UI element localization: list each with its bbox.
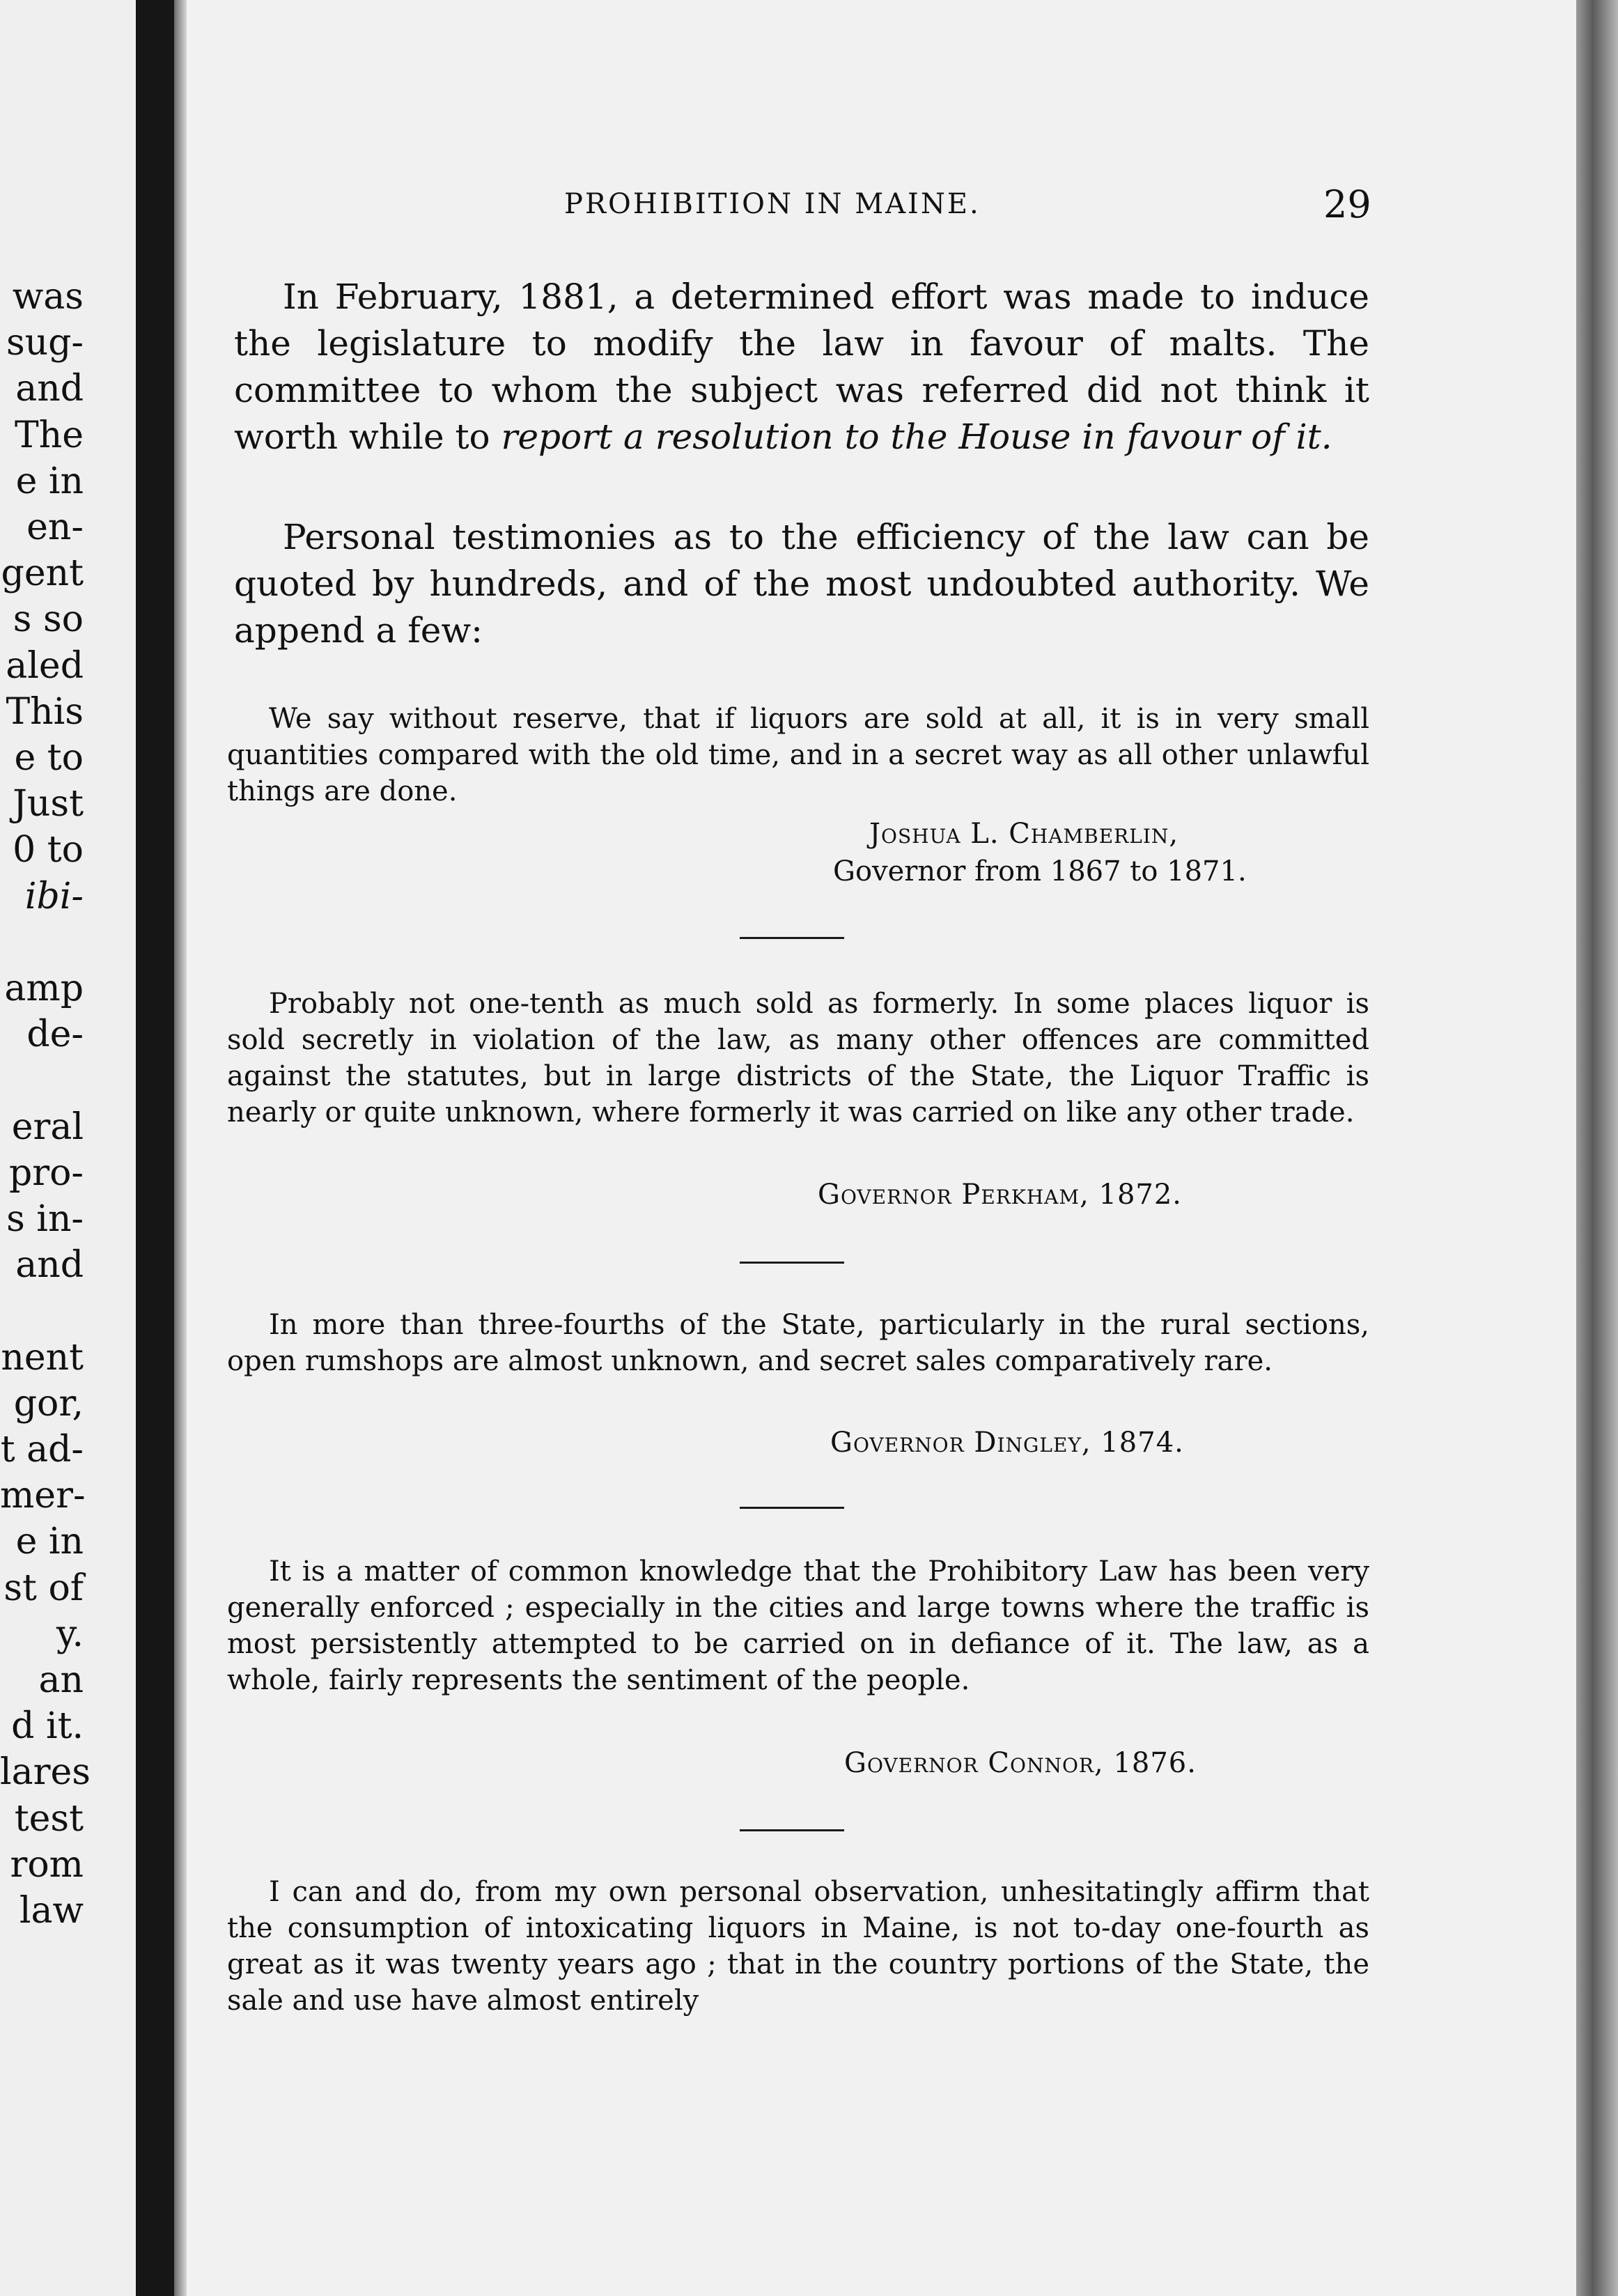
left-page-fragment: test (14, 1798, 84, 1840)
left-page-fragment: and (15, 1244, 84, 1286)
quote-text: In more than three-fourths of the State, particularly in the rural sections, open rumshops are almost unknown, and secret sales comparatively rare. (227, 1309, 1369, 1377)
paragraph-1-emphasis: report a resolution to the House in favour of it. (501, 417, 1332, 457)
left-page-fragment: Just (13, 783, 84, 825)
page-stack-edge (1576, 0, 1618, 2296)
left-page-fragment: an (38, 1659, 84, 1701)
quote-text: We say without reserve, that if liquors are sold at all, it is in very small quantities compared with the old time, and in a secret way as all other unlawful things are done. (227, 703, 1369, 807)
left-page-fragment: e in (15, 460, 84, 502)
left-page-fragment: and (15, 368, 84, 410)
paragraph-personal-testimonies (234, 514, 1369, 654)
quote-chamberlin (227, 701, 1369, 809)
left-page-fragment: sug- (6, 322, 84, 364)
author-year: 1872. (1089, 1179, 1183, 1211)
left-page-fragment: 0 to (13, 829, 84, 871)
left-page-fragment: y. (56, 1613, 84, 1655)
quote-author-dingley (830, 1425, 1184, 1461)
quote-text: It is a matter of common knowledge that the Prohibitory Law has been very generally enforced ; especially in the cities and large towns where the traffic is most persistently attempted to be carried on in defiance of it. The law, as a whole, fairly represents the sentiment of the people. (227, 1556, 1369, 1696)
author-year: 1874. (1091, 1427, 1184, 1459)
left-page-fragment: mer- (0, 1475, 86, 1517)
left-page-fragment: lares (0, 1751, 91, 1793)
left-page-fragment: d it. (11, 1705, 84, 1747)
running-title: PROHIBITION IN MAINE. (564, 188, 981, 220)
quote-text: I can and do, from my own personal observation, unhesitatingly affirm that the consumption of intoxicating liquors in Maine, is not to-day one-fourth as great as it was twenty years ago ; that in the country portions of the State, the sale and use have almost entirely (227, 1876, 1369, 2017)
left-page-fragment: amp (4, 968, 84, 1009)
left-page-fragment: ibi- (24, 876, 84, 917)
left-page-fragment: nent (1, 1337, 84, 1379)
left-page-fragment: gent (1, 552, 84, 594)
left-page-fragment: e in (15, 1521, 84, 1562)
quote-text: Probably not one-tenth as much sold as formerly. In some places liquor is sold secretly in violation of the law, as many other offences are committed against the statutes, but in large districts of the State, the Liquor Traffic is nearly or quite unknown, where formerly it was carried on like any other trade. (227, 988, 1369, 1128)
author-year: 1876. (1103, 1747, 1197, 1779)
paragraph-2-text: Personal testimonies as to the efficiency of the law can be quoted by hundreds, and of the most undoubted authority. We append a few: (234, 517, 1369, 651)
book-spine-gutter (136, 0, 174, 2296)
quote-personal-observation (227, 1874, 1369, 2019)
quote-perkham (227, 986, 1369, 1131)
left-page-fragment: was (12, 276, 84, 318)
left-page-fragment: st of (3, 1567, 84, 1609)
paragraph-february-1881 (234, 274, 1369, 460)
left-page-fragment: gor, (13, 1383, 84, 1425)
left-page-fragment: s in- (6, 1198, 84, 1240)
quote-author-perkham (818, 1177, 1182, 1213)
left-page-fragment: eral (11, 1106, 84, 1148)
left-page-fragment: t ad- (0, 1429, 84, 1471)
quote-dingley (227, 1307, 1369, 1379)
left-page-fragment: e to (14, 737, 84, 779)
left-page-edge (0, 0, 136, 2296)
left-page-fragment: The (15, 414, 84, 456)
section-divider (740, 1262, 844, 1264)
left-page-fragment: This (6, 691, 84, 733)
left-page-fragment: pro- (8, 1152, 84, 1194)
author-name: Governor Dingley, (830, 1427, 1091, 1459)
author-name: Governor Connor, (844, 1747, 1104, 1779)
quote-connor (227, 1553, 1369, 1698)
section-divider (740, 1829, 844, 1831)
author-name: Governor Perkham, (818, 1179, 1089, 1211)
section-divider (740, 937, 844, 939)
paragraph-1-text: In February, 1881, a determined effort was made to induce the legislature to modify the law in favour of malts. The committee to whom the subject was referred did not think it worth while to (234, 277, 1369, 457)
quote-author-connor (844, 1745, 1197, 1781)
left-page-fragment: law (19, 1890, 84, 1932)
quote-role-chamberlin: Governor from 1867 to 1871. (833, 855, 1247, 887)
left-page-fragment: rom (10, 1844, 84, 1886)
left-page-fragment: s so (13, 598, 84, 640)
left-page-fragment: aled (6, 645, 84, 687)
left-page-fragment: en- (26, 506, 84, 548)
page-number: 29 (1323, 183, 1371, 226)
section-divider (740, 1507, 844, 1509)
quote-author-chamberlin: Joshua L. Chamberlin, (869, 818, 1179, 850)
left-page-fragment: de- (26, 1014, 84, 1055)
gutter-shadow (174, 0, 187, 2296)
